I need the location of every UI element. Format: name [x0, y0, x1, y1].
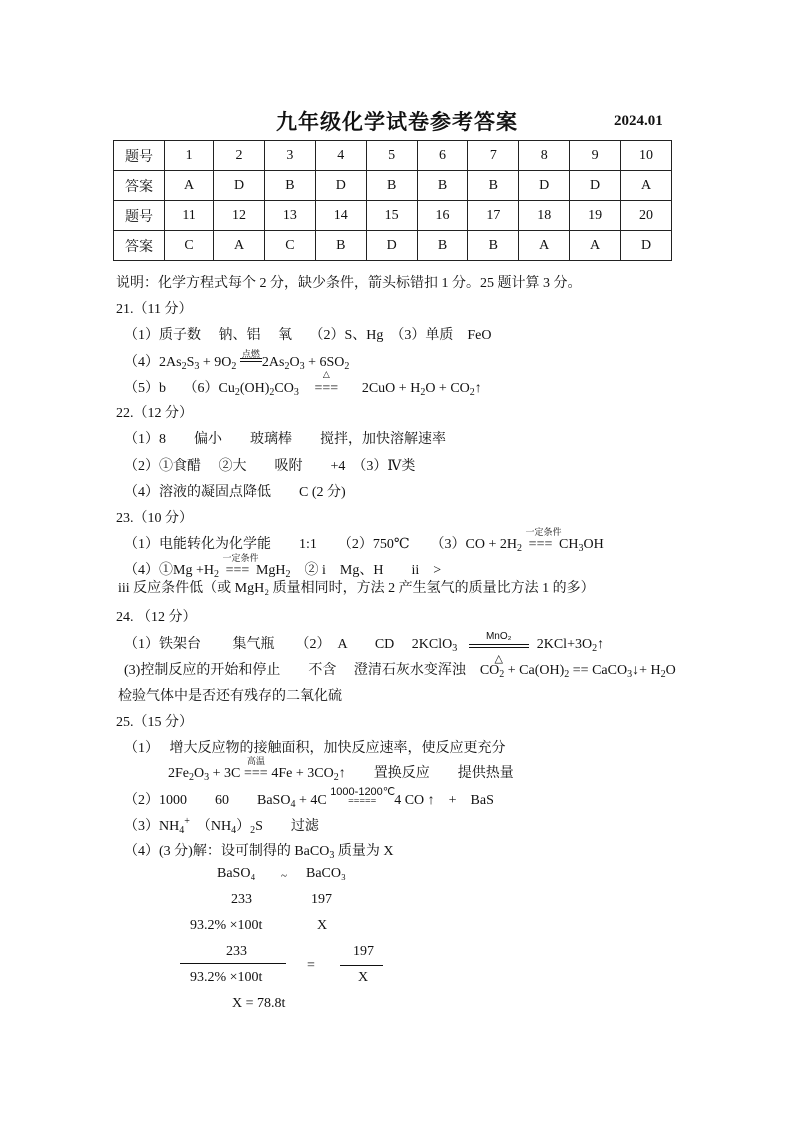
- text: （4）(3 分)解：设可制得的 BaCO: [124, 844, 330, 859]
- text: CO: [274, 381, 294, 396]
- answer-cell: B: [468, 231, 519, 261]
- text: (OH): [239, 381, 270, 396]
- subscript: 2: [564, 669, 570, 680]
- calc-compound-2: BaCO₃: [306, 866, 346, 881]
- equals-bar: [469, 644, 529, 648]
- table-row: [114, 141, 672, 171]
- fraction-2-numerator: 197: [353, 944, 374, 959]
- condition-text: 高温: [246, 756, 265, 766]
- calc-mass-1: 233: [231, 892, 252, 907]
- answer-cell: A: [570, 231, 621, 261]
- q23-line-3: iii 反应条件低（或 MgH₂ 质量相同时，方法 2 产生氢气的质量比方法 1 的多）: [118, 581, 595, 596]
- answer-cell: A: [519, 231, 570, 261]
- q25-line-2: [168, 756, 514, 783]
- row-header-cell: 答案: [114, 231, 165, 261]
- subscript: 4: [179, 825, 185, 836]
- calc-relation: ~: [281, 870, 287, 882]
- answer-cell: D: [621, 231, 672, 261]
- reaction-condition: [330, 786, 396, 809]
- q25-line-3: [124, 786, 494, 810]
- calc-given-1: 93.2% ×100t: [190, 918, 263, 933]
- answer-cell: 5: [366, 141, 417, 171]
- answer-cell: 15: [366, 201, 417, 231]
- answer-cell: B: [417, 231, 468, 261]
- answer-cell: 17: [468, 201, 519, 231]
- gas-arrow: ↑: [597, 637, 605, 652]
- answer-cell: C: [165, 231, 214, 261]
- answer-cell: 14: [315, 201, 366, 231]
- subscript: 3: [194, 361, 200, 372]
- text: OH: [583, 537, 604, 552]
- answer-cell: D: [214, 171, 265, 201]
- text: (3)控制反应的开始和停止 不含 澄清石灰水变浑浊 CO: [124, 663, 500, 678]
- answer-cell: D: [519, 171, 570, 201]
- condition-text: △: [322, 369, 330, 379]
- subscript: 4: [231, 825, 237, 836]
- equals-sign: ===: [528, 537, 553, 552]
- text: O: [289, 355, 300, 370]
- text: O + CO: [425, 381, 470, 396]
- answer-cell: 16: [417, 201, 468, 231]
- answer-cell: B: [264, 171, 315, 201]
- row-header-cell: 答案: [114, 171, 165, 201]
- q21-heading: 21.（11 分）: [116, 302, 193, 317]
- equation-equals: =: [307, 958, 315, 973]
- condition-text: 一定条件: [525, 527, 562, 537]
- subscript: 2: [181, 361, 187, 372]
- answer-table: [113, 140, 672, 261]
- text: CH: [555, 537, 579, 552]
- subscript: 3: [329, 850, 335, 861]
- answer-cell: 7: [468, 141, 519, 171]
- text: 2As: [261, 355, 285, 370]
- calc-result: X = 78.8t: [232, 996, 286, 1011]
- q25-heading: 25.（15 分）: [116, 715, 193, 730]
- equals-sign: ===: [225, 563, 250, 578]
- text: O: [665, 663, 676, 678]
- calc-given-2: X: [317, 918, 328, 933]
- subscript: 2: [285, 569, 291, 580]
- text: 4 CO ↑ + BaS: [394, 793, 494, 808]
- subscript: 2: [231, 361, 237, 372]
- q24-line-3: 检验气体中是否还有残存的二氧化硫: [118, 689, 342, 704]
- text: O: [194, 766, 205, 781]
- text: == CaCO: [569, 663, 628, 678]
- text: + 3C: [209, 766, 244, 781]
- scoring-note: 说明：化学方程式每个 2 分，缺少条件，箭头标错扣 1 分。25 题计算 3 分。: [116, 276, 582, 291]
- reaction-condition: [244, 756, 268, 782]
- text: ↑ 置换反应 提供热量: [338, 766, 514, 781]
- answer-cell: C: [264, 231, 315, 261]
- answer-cell: B: [417, 171, 468, 201]
- text: + 4C: [295, 793, 331, 808]
- subscript: 2: [333, 772, 339, 783]
- text: S 过滤: [255, 819, 319, 834]
- text: （3）NH: [124, 819, 180, 834]
- answer-cell: D: [366, 231, 417, 261]
- subscript: 2: [517, 543, 523, 554]
- fraction-2-bar: [340, 965, 383, 966]
- text: 2KCl+3O: [536, 637, 593, 652]
- table-row: [114, 231, 672, 261]
- reaction-condition: [240, 349, 262, 371]
- text: + 9O: [199, 355, 232, 370]
- equals-sign: ===: [244, 766, 268, 781]
- text: （1）电能转化为化学能 1:1 （2）750℃ （3）CO + 2H: [124, 537, 518, 552]
- subscript: 3: [627, 669, 633, 680]
- text: ）: [236, 819, 251, 834]
- answer-cell: 13: [264, 201, 315, 231]
- condition-text: 1000-1200℃: [330, 786, 396, 798]
- superscript: +: [184, 816, 190, 827]
- subscript: 3: [204, 772, 210, 783]
- answer-cell: 4: [315, 141, 366, 171]
- answer-cell: 12: [214, 201, 265, 231]
- equals-sign: ===: [314, 381, 339, 396]
- q21-line-3: [124, 369, 482, 398]
- subscript: 2: [592, 643, 598, 654]
- row-header-cell: 题号: [114, 201, 165, 231]
- page-title: 九年级化学试卷参考答案: [276, 110, 518, 134]
- subscript: 3: [578, 543, 584, 554]
- q22-line-2: （2）①食醋 ②大 吸附 +4 （3）Ⅳ类: [124, 459, 416, 474]
- answer-cell: 8: [519, 141, 570, 171]
- answer-cell: B: [468, 171, 519, 201]
- subscript: 2: [660, 669, 666, 680]
- answer-cell: B: [366, 171, 417, 201]
- fraction-1-denominator: 93.2% ×100t: [190, 970, 263, 985]
- answer-cell: B: [315, 231, 366, 261]
- table-row: [114, 171, 672, 201]
- text: S: [186, 355, 195, 370]
- q24-line-2: [124, 659, 676, 680]
- calc-mass-2: 197: [311, 892, 332, 907]
- subscript: 2: [213, 569, 219, 580]
- reaction-condition: [525, 527, 562, 553]
- text: （2）1000 60 BaSO: [124, 793, 291, 808]
- subscript: 2: [469, 387, 475, 398]
- condition-text: 点燃: [241, 349, 260, 359]
- subscript: 3: [293, 387, 299, 398]
- subscript: 2: [284, 361, 290, 372]
- answer-cell: 2: [214, 141, 265, 171]
- catalyst-text: MnO₂: [485, 631, 512, 642]
- text: 2CuO + H: [361, 381, 421, 396]
- answer-cell: A: [214, 231, 265, 261]
- text: MgH: [252, 563, 286, 578]
- subscript: 2: [189, 772, 194, 783]
- q22-heading: 22.（12 分）: [116, 406, 193, 421]
- text: + Ca(OH): [504, 663, 565, 678]
- subscript: 2: [234, 387, 240, 398]
- answer-cell: 11: [165, 201, 214, 231]
- exam-date: 2024.01: [614, 113, 663, 129]
- answer-cell: 10: [621, 141, 672, 171]
- table-row: [114, 201, 672, 231]
- answer-cell: 19: [570, 201, 621, 231]
- q22-line-3: （4）溶液的凝固点降低 C (2 分): [124, 485, 346, 500]
- subscript: 2: [269, 387, 275, 398]
- fraction-1-numerator: 233: [226, 944, 247, 959]
- q24-heading: 24. （12 分）: [116, 610, 197, 625]
- text: ② i Mg、H ii >: [290, 563, 442, 578]
- calc-compound-1: BaSO₄: [217, 866, 256, 881]
- text: （5）b （6）Cu: [124, 381, 235, 396]
- answer-cell: 6: [417, 141, 468, 171]
- reaction-condition: [312, 369, 340, 397]
- subscript: 2: [420, 387, 426, 398]
- fraction-1-bar: [180, 963, 286, 964]
- text: （4）①Mg +H: [124, 563, 214, 578]
- q23-heading: 23.（10 分）: [116, 511, 193, 526]
- text: ↓+ H: [632, 663, 661, 678]
- equals-sign: =====: [348, 796, 377, 807]
- condition-text: 一定条件: [222, 553, 259, 563]
- answer-cell: D: [570, 171, 621, 201]
- subscript: 3: [452, 643, 458, 654]
- text: 质量为 X: [334, 844, 394, 859]
- subscript: 3: [299, 361, 305, 372]
- text: （NH: [189, 819, 232, 834]
- subscript: 2: [344, 361, 350, 372]
- text: + 6SO: [304, 355, 345, 370]
- answer-cell: 1: [165, 141, 214, 171]
- text: （1）铁架台 集气瓶 （2） A CD 2KClO: [124, 637, 453, 652]
- answer-cell: A: [165, 171, 214, 201]
- q24-line-1: [124, 631, 605, 665]
- heat-symbol: △: [494, 653, 503, 665]
- answer-cell: D: [315, 171, 366, 201]
- answer-cell: A: [621, 171, 672, 201]
- q25-line-4: [124, 815, 319, 836]
- answer-cell: 18: [519, 201, 570, 231]
- subscript: 2: [250, 825, 256, 836]
- row-header-cell: 题号: [114, 141, 165, 171]
- answer-cell: 9: [570, 141, 621, 171]
- answer-cell: 20: [621, 201, 672, 231]
- subscript: 2: [499, 669, 505, 680]
- fraction-2-denominator: X: [358, 970, 369, 985]
- q25-line-5: [124, 840, 393, 861]
- q21-line-1: （1）质子数 钠、铝 氧 （2）S、Hg （3）单质 FeO: [124, 328, 492, 343]
- answer-cell: 3: [264, 141, 315, 171]
- text: 4Fe + 3CO: [267, 766, 334, 781]
- text: 2Fe: [168, 766, 189, 781]
- q23-line-1: [124, 527, 604, 554]
- q25-line-1: （1） 增大反应物的接触面积，加快反应速率，使反应更充分: [124, 741, 506, 756]
- text: （4）2As: [124, 355, 182, 370]
- gas-arrow: ↑: [474, 381, 482, 396]
- subscript: 4: [290, 799, 296, 810]
- q22-line-1: （1）8 偏小 玻璃棒 搅拌，加快溶解速率: [124, 432, 446, 447]
